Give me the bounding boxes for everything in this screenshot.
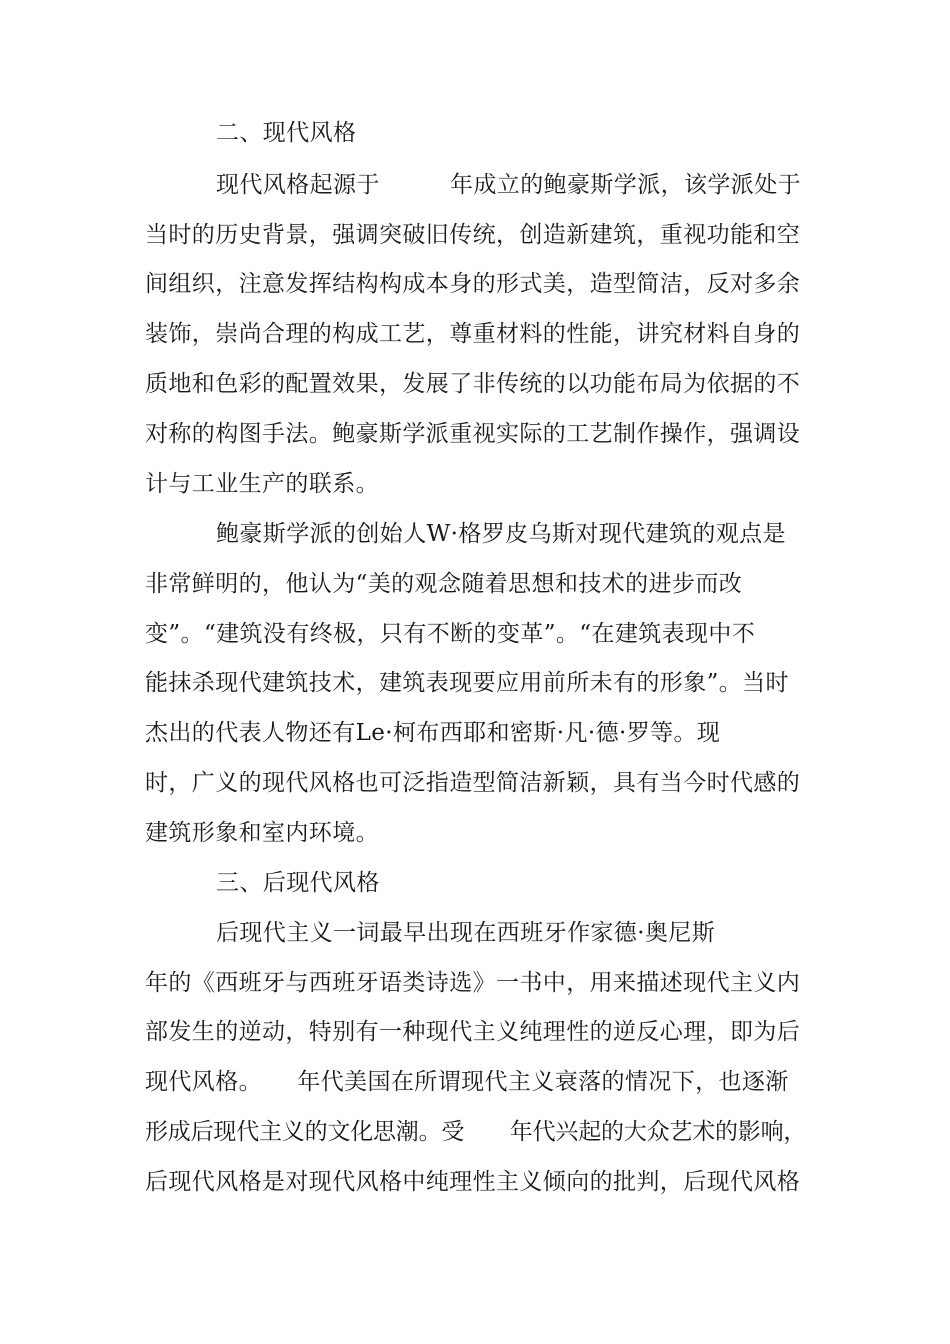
section-heading-postmodern-style: 三、后现代风格	[216, 870, 380, 896]
text-line: 现代风格。 年代美国在所谓现代主义衰落的情况下，也逐渐	[145, 1069, 789, 1095]
text-line: 对称的构图手法。鲍豪斯学派重视实际的工艺制作操作，强调设	[145, 421, 801, 447]
text-line: 计与工业生产的联系。	[145, 471, 379, 497]
text-line: 形成后现代主义的文化思潮。受 年代兴起的大众艺术的影响，	[145, 1119, 807, 1145]
text-line: 非常鲜明的，他认为“美的观念随着思想和技术的进步而改	[145, 571, 743, 597]
text-line: 鲍豪斯学派的创始人W·格罗皮乌斯对现代建筑的观点是	[216, 521, 786, 547]
text-line: 后现代风格是对现代风格中纯理性主义倾向的批判，后现代风格	[145, 1169, 801, 1195]
text-line: 间组织，注意发挥结构构成本身的形式美，造型简洁，反对多余	[145, 271, 801, 297]
text-line: 质地和色彩的配置效果，发展了非传统的以功能布局为依据的不	[145, 371, 801, 397]
text-line: 后现代主义一词最早出现在西班牙作家德·奥尼斯	[216, 920, 716, 946]
text-line: 杰出的代表人物还有Le·柯布西耶和密斯·凡·德·罗等。现	[145, 720, 721, 746]
text-line: 变”。“建筑没有终极，只有不断的变革”。“在建筑表现中不	[145, 621, 756, 647]
text-line: 装饰，崇尚合理的构成工艺，尊重材料的性能，讲究材料自身的	[145, 321, 801, 347]
text-line: 能抹杀现代建筑技术，建筑表现要应用前所未有的形象”。当时	[145, 670, 789, 696]
text-line: 年的《西班牙与西班牙语类诗选》一书中，用来描述现代主义内	[145, 970, 801, 996]
text-line: 现代风格起源于 年成立的鲍豪斯学派，该学派处于	[216, 172, 801, 198]
text-line: 当时的历史背景，强调突破旧传统，创造新建筑，重视功能和空	[145, 222, 801, 248]
text-line: 建筑形象和室内环境。	[145, 820, 379, 846]
text-line: 时，广义的现代风格也可泛指造型简洁新颖，具有当今时代感的	[145, 770, 801, 796]
section-heading-modern-style: 二、现代风格	[216, 120, 357, 146]
text-line: 部发生的逆动，特别有一种现代主义纯理性的逆反心理，即为后	[145, 1019, 801, 1045]
